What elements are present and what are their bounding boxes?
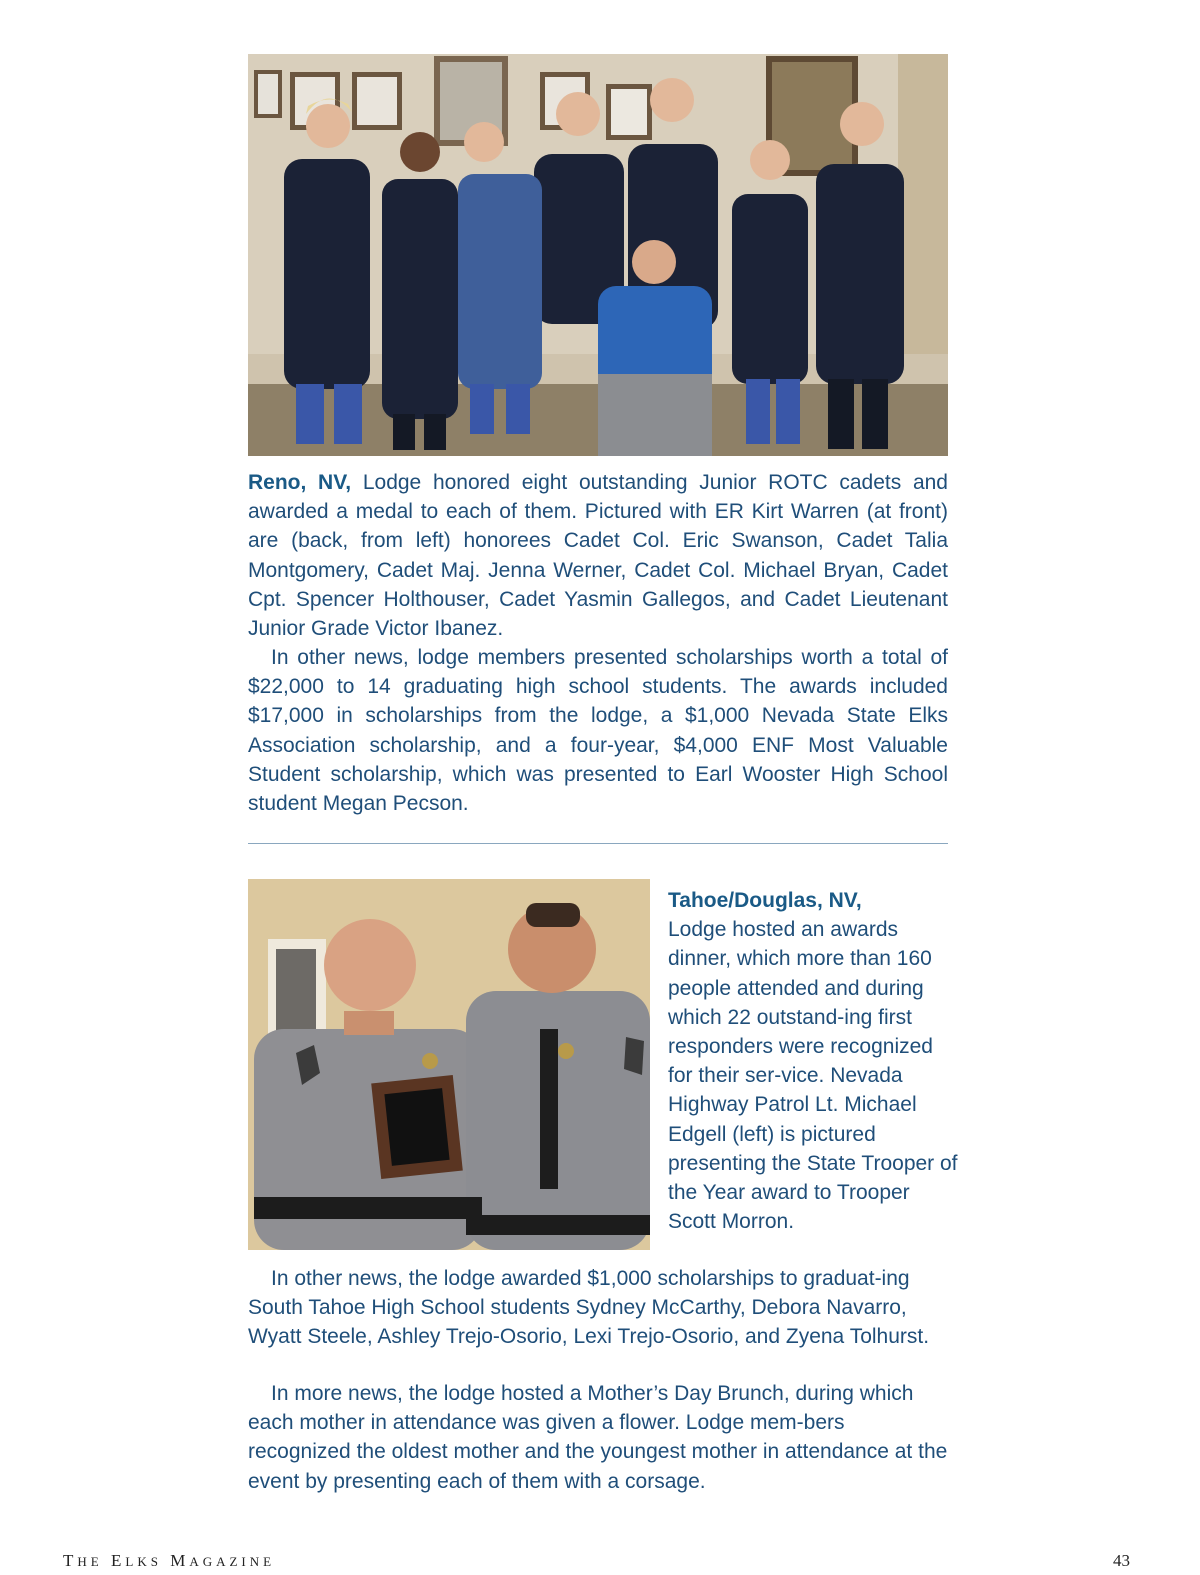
rotc-cadets-illustration <box>248 54 948 456</box>
tahoe-p1-text: Lodge hosted an awards dinner, which more than 160 people attended and during which 22 outstand-ing first responders were recognized for their ser-vice. Nevada Highway Patrol Lt. Michael Edgell (left) is pictured presenting the State Trooper of the Year award to Trooper Scott Morron. <box>668 918 958 1234</box>
title-LKS: LKS <box>125 1554 162 1569</box>
magazine-title <box>63 1551 275 1571</box>
reno-lead: Reno, NV, <box>248 471 352 494</box>
reno-paragraph-1 <box>248 468 948 643</box>
title-HE: HE <box>77 1554 103 1569</box>
troopers-illustration <box>248 879 650 1250</box>
section-divider <box>248 843 948 844</box>
reno-p1-text: Lodge honored eight outstanding Junior ROTC cadets and awarded a medal to each of them. Pictured with ER Kirt Warren (at front) are (back, from left) honorees Cadet Col. Eric Swanson, Cadet Talia Montgomery, Cadet Maj. Jenna Werner, Cadet Col. Michael Bryan, Cadet Cpt. Spencer Holthouser, Cadet Yasmin Gallegos, and Cadet Lieutenant Junior Grade Victor Ibanez. <box>248 471 948 641</box>
title-AGAZINE: AGAZINE <box>189 1554 276 1569</box>
rotc-cadets-photo <box>248 54 948 456</box>
tahoe-paragraph-1 <box>668 886 958 1236</box>
title-M: M <box>170 1551 190 1570</box>
tahoe-paragraph-3: In more news, the lodge hosted a Mother’s Day Brunch, during which each mother in attendance was given a flower. Lodge mem-bers recognized the oldest mother and the youngest mother in attendance at the event by presenting each of them with a corsage. <box>248 1382 948 1493</box>
title-E: E <box>110 1551 126 1570</box>
reno-paragraph-2: In other news, lodge members presented scholarships worth a total of $22,000 to 14 graduating high school students. The awards included $17,000 in scholarships from the lodge, a $1,000 Nevada State Elks Association scholarship, and a four-year, $4,000 ENF Most Valuable Student scholarship, which was presented to Earl Wooster High School student Megan Pecson. <box>248 646 948 816</box>
page-number: 43 <box>1113 1551 1130 1570</box>
troopers-award-photo <box>248 879 650 1250</box>
title-T: T <box>63 1551 78 1570</box>
tahoe-paragraph-2: In other news, the lodge awarded $1,000 scholarships to graduat-ing South Tahoe High School students Sydney McCarthy, Debora Navarro, Wyatt Steele, Ashley Trejo-Osorio, Lexi Trejo-Osorio, and Zyena Tolhurst. <box>248 1267 930 1349</box>
tahoe-lead: Tahoe/Douglas, NV, <box>668 889 862 912</box>
